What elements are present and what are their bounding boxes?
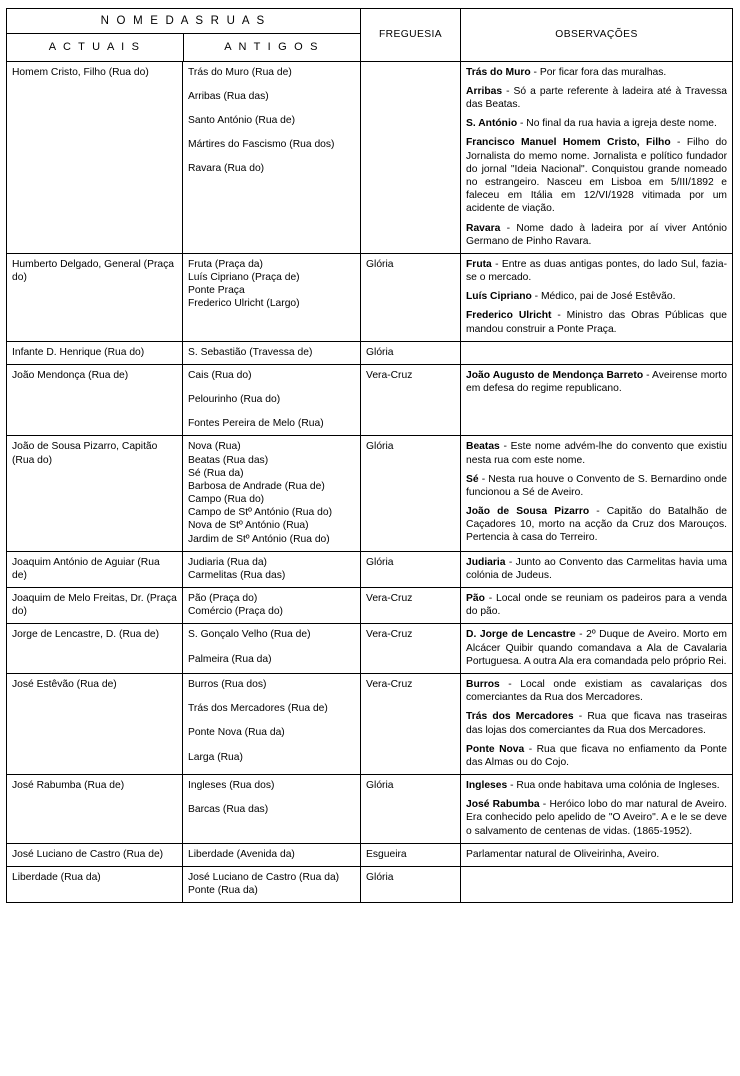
street-current-name: Joaquim de Melo Freitas, Dr. (Praça do) bbox=[7, 588, 183, 624]
observation-text: - Heróico lobo do mar natural de Aveiro. Era conhecido pelo apelido de "O Aveiro". A e le se deve o salvamento de centenas de vidas. (1865-1952). bbox=[466, 799, 728, 837]
observations bbox=[461, 866, 733, 902]
street-old-names bbox=[183, 673, 361, 774]
street-current-name: José Rabumba (Rua de) bbox=[7, 775, 183, 844]
observation-text: - 2º Duque de Aveiro. Morto em Alcácer Quibir quando comandava a Ala de Cavalaria Portuguesa. A outra Ala era comandada pelo próprio Rei. bbox=[466, 629, 728, 667]
header-freguesia-label: FREGUESIA bbox=[361, 9, 461, 62]
street-old-name-item: Nova de Stº António (Rua) bbox=[188, 520, 309, 532]
street-old-names bbox=[183, 866, 361, 902]
observations bbox=[461, 843, 733, 866]
observation-term: Ravara bbox=[466, 222, 501, 234]
observations bbox=[461, 588, 733, 624]
table-row bbox=[7, 61, 733, 253]
street-old-name-item: Burros (Rua dos) bbox=[188, 678, 267, 690]
header-nome-das-ruas-group bbox=[7, 9, 361, 62]
street-old-name-item: Campo (Rua do) bbox=[188, 494, 265, 506]
observation-term: D. Jorge de Lencastre bbox=[466, 629, 576, 641]
header-actuais-label: A C T U A I S bbox=[7, 34, 184, 61]
table-row bbox=[7, 588, 733, 624]
table-row bbox=[7, 866, 733, 902]
observation-paragraph bbox=[466, 66, 727, 79]
street-old-name-item: Palmeira (Rua da) bbox=[188, 653, 272, 665]
observations bbox=[461, 436, 733, 551]
observation-paragraph bbox=[466, 440, 727, 466]
street-current-name: José Luciano de Castro (Rua de) bbox=[7, 843, 183, 866]
observations bbox=[461, 341, 733, 364]
observation-paragraph bbox=[466, 136, 727, 215]
observation-text: - Rua onde habitava uma colónia de Ingleses. bbox=[507, 780, 720, 792]
header-observacoes-label: OBSERVAÇÕES bbox=[461, 9, 733, 62]
table-row bbox=[7, 843, 733, 866]
observation-term: Pão bbox=[466, 593, 485, 605]
observation-paragraph bbox=[466, 473, 727, 499]
observation-paragraph bbox=[466, 592, 727, 618]
observation-text: - Ministro das Obras Públicas que mandou construir a Ponte Praça. bbox=[466, 310, 728, 335]
street-current-name: Humberto Delgado, General (Praça do) bbox=[7, 253, 183, 341]
header-nome-das-ruas-label: N O M E D A S R U A S bbox=[7, 9, 360, 34]
street-old-name-item: S. Gonçalo Velho (Rua de) bbox=[188, 629, 311, 641]
street-old-name-item: Liberdade (Avenida da) bbox=[188, 848, 295, 860]
street-old-name-item: Barcas (Rua das) bbox=[188, 804, 269, 816]
parish-name: Glória bbox=[361, 341, 461, 364]
observations bbox=[461, 624, 733, 674]
street-old-name-item: Larga (Rua) bbox=[188, 751, 243, 763]
observation-text: Parlamentar natural de Oliveirinha, Aveiro. bbox=[466, 848, 660, 860]
observations bbox=[461, 775, 733, 844]
street-old-name-item: Fontes Pereira de Melo (Rua) bbox=[188, 418, 324, 430]
observation-term: Ingleses bbox=[466, 780, 508, 792]
observation-term: José Rabumba bbox=[466, 799, 540, 811]
street-old-name-item: Frederico Ulricht (Largo) bbox=[188, 298, 300, 310]
street-old-name-item: Ponte Praça bbox=[188, 285, 245, 297]
street-old-name-item: Mártires do Fascismo (Rua dos) bbox=[188, 139, 335, 151]
observation-paragraph bbox=[466, 290, 727, 303]
observation-text: - Junto ao Convento das Carmelitas havia uma colónia de Judeus. bbox=[466, 556, 728, 581]
observations bbox=[461, 364, 733, 436]
observation-text: - Rua que ficava nas traseiras das lojas dos comerciantes da Rua dos Mercadores. bbox=[466, 711, 728, 736]
observation-paragraph bbox=[466, 117, 727, 130]
observation-term: João de Sousa Pizarro bbox=[466, 506, 590, 518]
street-old-name-item: Ponte Nova (Rua da) bbox=[188, 727, 285, 739]
observations bbox=[461, 253, 733, 341]
observation-term: Beatas bbox=[466, 441, 500, 453]
street-old-name-item: Santo António (Rua de) bbox=[188, 115, 296, 127]
street-old-name-item: Sé (Rua da) bbox=[188, 467, 244, 479]
observation-term: Francisco Manuel Homem Cristo, Filho bbox=[466, 137, 671, 149]
street-old-name-item: Ingleses (Rua dos) bbox=[188, 780, 275, 792]
observation-paragraph bbox=[466, 710, 727, 736]
parish-name: Glória bbox=[361, 775, 461, 844]
observations bbox=[461, 61, 733, 253]
observation-term: Sé bbox=[466, 473, 479, 485]
street-old-name-item: Cais (Rua do) bbox=[188, 369, 252, 381]
observation-paragraph bbox=[466, 222, 727, 248]
street-current-name: João Mendonça (Rua de) bbox=[7, 364, 183, 436]
observations bbox=[461, 673, 733, 774]
street-old-name-item: Carmelitas (Rua das) bbox=[188, 569, 286, 581]
street-old-name-item: Trás dos Mercadores (Rua de) bbox=[188, 703, 328, 715]
table-row bbox=[7, 436, 733, 551]
table-row bbox=[7, 551, 733, 587]
observation-text: - Nesta rua houve o Convento de S. Bernardino onde funcionou a Sé de Aveiro. bbox=[466, 473, 728, 498]
street-old-name-item: Barbosa de Andrade (Rua de) bbox=[188, 480, 325, 492]
table-body bbox=[7, 61, 733, 902]
table-header bbox=[7, 9, 733, 62]
street-old-name-item: Jardim de Stº António (Rua do) bbox=[188, 533, 330, 545]
parish-name: Vera-Cruz bbox=[361, 673, 461, 774]
observation-term: Trás dos Mercadores bbox=[466, 711, 574, 723]
table-row bbox=[7, 775, 733, 844]
street-old-names bbox=[183, 843, 361, 866]
street-old-names bbox=[183, 588, 361, 624]
observation-text: - Rua que ficava no enfiamento da Ponte das Almas ou do Cojo. bbox=[466, 743, 728, 768]
observation-paragraph bbox=[466, 628, 727, 668]
street-old-name-item: Arribas (Rua das) bbox=[188, 90, 269, 102]
street-old-name-item: Ravara (Rua do) bbox=[188, 163, 265, 175]
street-current-name: Infante D. Henrique (Rua do) bbox=[7, 341, 183, 364]
observation-text: - Capitão do Batalhão de Caçadores 10, morto na acção da Cruz dos Marouços. Pertencia à casa do Terreiro. bbox=[466, 506, 728, 544]
observation-text: - Por ficar fora das muralhas. bbox=[530, 66, 667, 78]
street-old-name-item: Trás do Muro (Rua de) bbox=[188, 66, 292, 78]
observation-paragraph bbox=[466, 678, 727, 704]
observation-term: João Augusto de Mendonça Barreto bbox=[466, 369, 644, 381]
street-old-names bbox=[183, 341, 361, 364]
street-old-names bbox=[183, 364, 361, 436]
observation-term: Fruta bbox=[466, 258, 492, 270]
street-old-name-item: Pelourinho (Rua do) bbox=[188, 394, 281, 406]
parish-name: Esgueira bbox=[361, 843, 461, 866]
street-old-name-item: S. Sebastião (Travessa de) bbox=[188, 346, 313, 358]
observation-paragraph bbox=[466, 848, 727, 861]
street-old-name-item: Fruta (Praça da) bbox=[188, 258, 263, 270]
street-old-name-item: Judiaria (Rua da) bbox=[188, 556, 267, 568]
observation-text: - Aveirense morto em defesa do regime republicano. bbox=[466, 369, 728, 395]
street-old-names bbox=[183, 624, 361, 674]
observation-term: Judiaria bbox=[466, 556, 506, 568]
street-current-name: Liberdade (Rua da) bbox=[7, 866, 183, 902]
parish-name: Vera-Cruz bbox=[361, 364, 461, 436]
street-old-name-item: Luís Cipriano (Praça de) bbox=[188, 272, 300, 284]
observation-term: Burros bbox=[466, 678, 500, 690]
parish-name: Glória bbox=[361, 866, 461, 902]
parish-name: Vera-Cruz bbox=[361, 588, 461, 624]
observation-text: - Local onde se reuniam os padeiros para a venda do pão. bbox=[466, 593, 728, 618]
street-old-name-item: Beatas (Rua das) bbox=[188, 454, 269, 466]
observation-text: - Filho do Jornalista do memo nome. Jornalista e político fundador do jornal "Ideia Nacional". Conquistou grande nomeado no estrangeiro. Nasceu em Lisboa em 5/III/1892 e faleceu em Itália em 12/VI/1928 vitimada por um acidente de viação. bbox=[466, 137, 728, 215]
table-row bbox=[7, 624, 733, 674]
street-old-name-item: Ponte (Rua da) bbox=[188, 885, 258, 897]
observation-text: - Médico, pai de José Estêvão. bbox=[531, 291, 676, 303]
street-current-name: Joaquim António de Aguiar (Rua de) bbox=[7, 551, 183, 587]
street-current-name: Homem Cristo, Filho (Rua do) bbox=[7, 61, 183, 253]
street-old-name-item: Campo de Stº António (Rua do) bbox=[188, 507, 332, 519]
observation-paragraph bbox=[466, 309, 727, 335]
observation-paragraph bbox=[466, 369, 727, 395]
observation-paragraph bbox=[466, 798, 727, 838]
observation-term: Trás do Muro bbox=[466, 66, 531, 78]
observation-paragraph bbox=[466, 779, 727, 792]
street-current-name: João de Sousa Pizarro, Capitão (Rua do) bbox=[7, 436, 183, 551]
observation-paragraph bbox=[466, 743, 727, 769]
street-old-name-item: Pão (Praça do) bbox=[188, 593, 258, 605]
parish-name: Glória bbox=[361, 551, 461, 587]
street-old-names bbox=[183, 775, 361, 844]
table-row bbox=[7, 364, 733, 436]
observation-text: - Nome dado à ladeira por aí viver António Germano de Pinho Ravara. bbox=[466, 222, 728, 247]
street-old-names bbox=[183, 253, 361, 341]
observation-term: Ponte Nova bbox=[466, 743, 525, 755]
table-row bbox=[7, 673, 733, 774]
street-current-name: Jorge de Lencastre, D. (Rua de) bbox=[7, 624, 183, 674]
observation-term: Arribas bbox=[466, 85, 503, 97]
observation-paragraph bbox=[466, 505, 727, 545]
parish-name: Glória bbox=[361, 436, 461, 551]
observation-text: - No final da rua havia a igreja deste nome. bbox=[517, 118, 717, 130]
street-old-names bbox=[183, 436, 361, 551]
observation-paragraph bbox=[466, 258, 727, 284]
street-old-names bbox=[183, 551, 361, 587]
observation-paragraph bbox=[466, 85, 727, 111]
observation-text: - Entre as duas antigas pontes, do lado Sul, fazia-se o mercado. bbox=[466, 258, 728, 284]
observation-paragraph bbox=[466, 556, 727, 582]
header-antigos-label: A N T I G O S bbox=[224, 40, 320, 53]
street-current-name: José Estêvão (Rua de) bbox=[7, 673, 183, 774]
parish-name bbox=[361, 61, 461, 253]
observation-term: Luís Cipriano bbox=[466, 291, 532, 303]
street-names-table bbox=[6, 8, 733, 903]
street-old-name-item: Comércio (Praça do) bbox=[188, 606, 283, 618]
street-old-name-item: Nova (Rua) bbox=[188, 441, 241, 453]
parish-name: Vera-Cruz bbox=[361, 624, 461, 674]
street-old-name-item: José Luciano de Castro (Rua da) bbox=[188, 871, 340, 883]
observation-term: Frederico Ulricht bbox=[466, 310, 552, 322]
observations bbox=[461, 551, 733, 587]
parish-name: Glória bbox=[361, 253, 461, 341]
observation-text: - Só a parte referente à ladeira até à Travessa das Beatas. bbox=[466, 85, 728, 111]
table-row bbox=[7, 341, 733, 364]
observation-text: - Este nome advém-lhe do convento que existiu nesta rua com este nome. bbox=[466, 441, 728, 466]
observation-text: - Local onde existiam as cavalariças dos comerciantes da Rua dos Mercadores. bbox=[466, 678, 728, 704]
observation-term: S. António bbox=[466, 118, 518, 130]
street-old-names bbox=[183, 61, 361, 253]
table-row bbox=[7, 253, 733, 341]
